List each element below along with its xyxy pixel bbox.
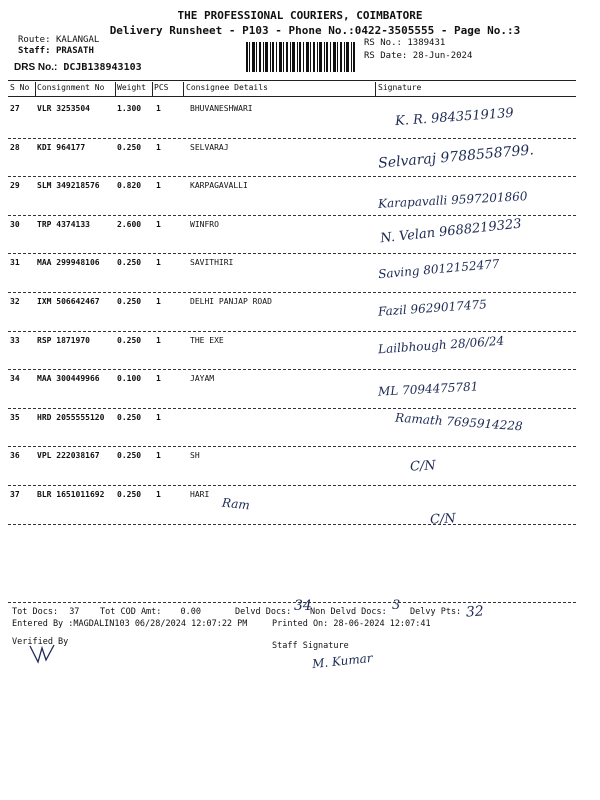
row-pcs: 1 (156, 219, 161, 229)
route-line (18, 35, 99, 45)
row-weight: 1.300 (117, 104, 142, 113)
staff-value: PRASATH (55, 46, 94, 56)
row-consignee: BHUVANESHWARI (190, 104, 253, 113)
staff-signature-label: Staff Signature (272, 641, 349, 651)
row-weight: 0.250 (117, 335, 142, 345)
row-consignee: SAVITHIRI (190, 258, 234, 268)
row-consignment: SLM 349218576 (37, 181, 100, 191)
row-consignment: KDI 964177 (37, 142, 86, 152)
col-pcs: PCS (154, 83, 169, 92)
row-separator (8, 215, 576, 216)
delvd-docs-label: Delvd Docs: (235, 607, 292, 617)
rs-no-line (364, 38, 445, 48)
row-weight: 0.100 (117, 374, 142, 384)
tot-cod-value: 0.00 (180, 607, 202, 617)
row-signature: N. Velan 9688219323 (379, 216, 523, 247)
runsheet-title: Delivery Runsheet - P103 - Phone No.:0422-3505555 - Page No.:3 (109, 24, 521, 37)
table-row (8, 451, 576, 489)
tot-docs-label: Tot Docs: (12, 607, 59, 617)
row-consignment: MAA 299948106 (37, 258, 100, 268)
row-weight: 0.250 (117, 451, 142, 461)
row-signature: C/N (409, 458, 437, 476)
row-sno: 37 (10, 490, 20, 499)
table-header (8, 82, 576, 96)
row-separator (8, 446, 576, 447)
row-weight: 0.820 (117, 181, 142, 191)
row-sno: 29 (10, 181, 20, 191)
col-consignment: Consignment No (37, 83, 105, 92)
drs-line (14, 62, 142, 73)
row-consignment: MAA 300449966 (37, 374, 100, 384)
printed-on: Printed On: 28-06-2024 12:07:41 (272, 619, 431, 629)
row-signature: Selvaraj 9788558799. (377, 141, 535, 172)
drs-value: DCJB138943103 (63, 62, 142, 73)
row-separator (8, 524, 576, 525)
row-consignee: DELHI PANJAP ROAD (190, 297, 272, 306)
row-pcs: 1 (156, 490, 161, 499)
col-sno: S No (10, 83, 30, 92)
row-pcs: 1 (156, 181, 161, 191)
row-consignee: SH (190, 451, 200, 461)
row-pcs: 1 (156, 374, 161, 384)
margin-scribble: Ram (221, 495, 251, 513)
row-sno: 28 (10, 142, 20, 152)
rs-no-value: 1389431 (407, 38, 446, 48)
row-weight: 0.250 (117, 490, 142, 499)
row-pcs: 1 (156, 335, 161, 345)
row-weight: 2.600 (117, 219, 142, 229)
row-sno: 34 (10, 374, 20, 384)
row-consignment: BLR 1651011692 (37, 490, 105, 499)
entered-by: Entered By :MAGDALIN103 06/28/2024 12:07:22 PM (12, 619, 248, 629)
delvd-docs-hand: 34 (294, 598, 312, 614)
company-title: THE PROFESSIONAL COURIERS, COIMBATORE (177, 9, 423, 22)
non-delvd-hand: 3 (392, 598, 401, 613)
header-divider (183, 82, 184, 96)
row-signature: Fazil 9629017475 (377, 297, 488, 319)
tot-cod-label: Tot COD Amt: (100, 607, 162, 617)
verified-signature-mark (28, 642, 58, 666)
row-separator (8, 138, 576, 139)
row-sno: 36 (10, 451, 20, 461)
footer-rule (8, 602, 576, 603)
delvy-pts-hand: 32 (465, 603, 485, 621)
row-consignment: TRP 4374133 (37, 219, 90, 229)
row-sno: 31 (10, 258, 20, 268)
staff-label: Staff: (18, 46, 51, 56)
row-signature: Karapavalli 9597201860 (377, 189, 528, 212)
row-consignment: VPL 222038167 (37, 451, 100, 461)
rs-no-label: RS No.: (364, 38, 402, 48)
row-pcs: 1 (156, 104, 161, 113)
staff-line (18, 46, 94, 56)
tot-docs-value: 37 (69, 607, 80, 617)
col-signature: Signature (378, 83, 422, 92)
header-divider (152, 82, 153, 96)
row-pcs: 1 (156, 412, 161, 422)
row-consignee: THE EXE (190, 335, 224, 345)
rs-date-line (364, 51, 472, 61)
barcode-image (246, 42, 356, 72)
row-separator (8, 485, 576, 486)
row-consignee: SELVARAJ (190, 142, 229, 152)
header-divider (35, 82, 36, 96)
row-weight: 0.250 (117, 412, 142, 422)
row-signature: ML 7094475781 (377, 379, 479, 399)
row-consignment: HRD 2055555120 (37, 412, 105, 422)
row-signature: Saving 8012152477 (377, 257, 500, 282)
col-weight: Weight (117, 83, 146, 92)
row-signature: K. R. 9843519139 (394, 105, 515, 130)
table-top-rule (8, 80, 576, 81)
row-pcs: 1 (156, 297, 161, 306)
row-pcs: 1 (156, 142, 161, 152)
row-signature: Ramath 7695914228 (394, 410, 524, 434)
table-row (8, 297, 576, 335)
row-separator (8, 176, 576, 177)
row-weight: 0.250 (117, 297, 142, 306)
row-separator (8, 369, 576, 370)
header-divider (115, 82, 116, 96)
row-sno: 35 (10, 412, 20, 422)
row-consignment: RSP 1871970 (37, 335, 90, 345)
row-signature: Lailbhough 28/06/24 (377, 333, 505, 356)
row-consignment: VLR 3253504 (37, 104, 90, 113)
row-pcs: 1 (156, 451, 161, 461)
rs-date-value: 28-Jun-2024 (412, 51, 473, 61)
row-sno: 32 (10, 297, 20, 306)
row-separator (8, 408, 576, 409)
table-header-rule (8, 96, 576, 97)
row-weight: 0.250 (117, 258, 142, 268)
row-sno: 30 (10, 219, 20, 229)
row-signature: C/N (429, 511, 457, 528)
staff-signature-hand: M. Kumar (311, 650, 374, 672)
row-consignee: JAYAM (190, 374, 215, 384)
route-label: Route: (18, 35, 51, 45)
col-consignee: Consignee Details (186, 83, 268, 92)
tot-cod (100, 607, 201, 617)
verified-by-label: Verified By (12, 637, 69, 647)
row-separator (8, 331, 576, 332)
row-separator (8, 253, 576, 254)
row-separator (8, 292, 576, 293)
header-divider (375, 82, 376, 96)
drs-label: DRS No.: (14, 62, 58, 73)
tot-docs (12, 607, 79, 617)
row-sno: 27 (10, 104, 20, 113)
row-consignee: HARI (190, 490, 210, 499)
table-row (8, 490, 576, 528)
row-sno: 33 (10, 335, 20, 345)
route-value: KALANGAL (55, 35, 100, 45)
row-consignee: KARPAGAVALLI (190, 181, 248, 191)
row-consignment: IXM 506642467 (37, 297, 100, 306)
row-consignee: WINFRO (190, 219, 219, 229)
row-pcs: 1 (156, 258, 161, 268)
delvy-pts-label: Delvy Pts: (410, 607, 462, 617)
table-row (8, 374, 576, 412)
rs-date-label: RS Date: (364, 51, 408, 61)
non-delvd-label: Non Delvd Docs: (310, 607, 387, 617)
row-weight: 0.250 (117, 142, 142, 152)
